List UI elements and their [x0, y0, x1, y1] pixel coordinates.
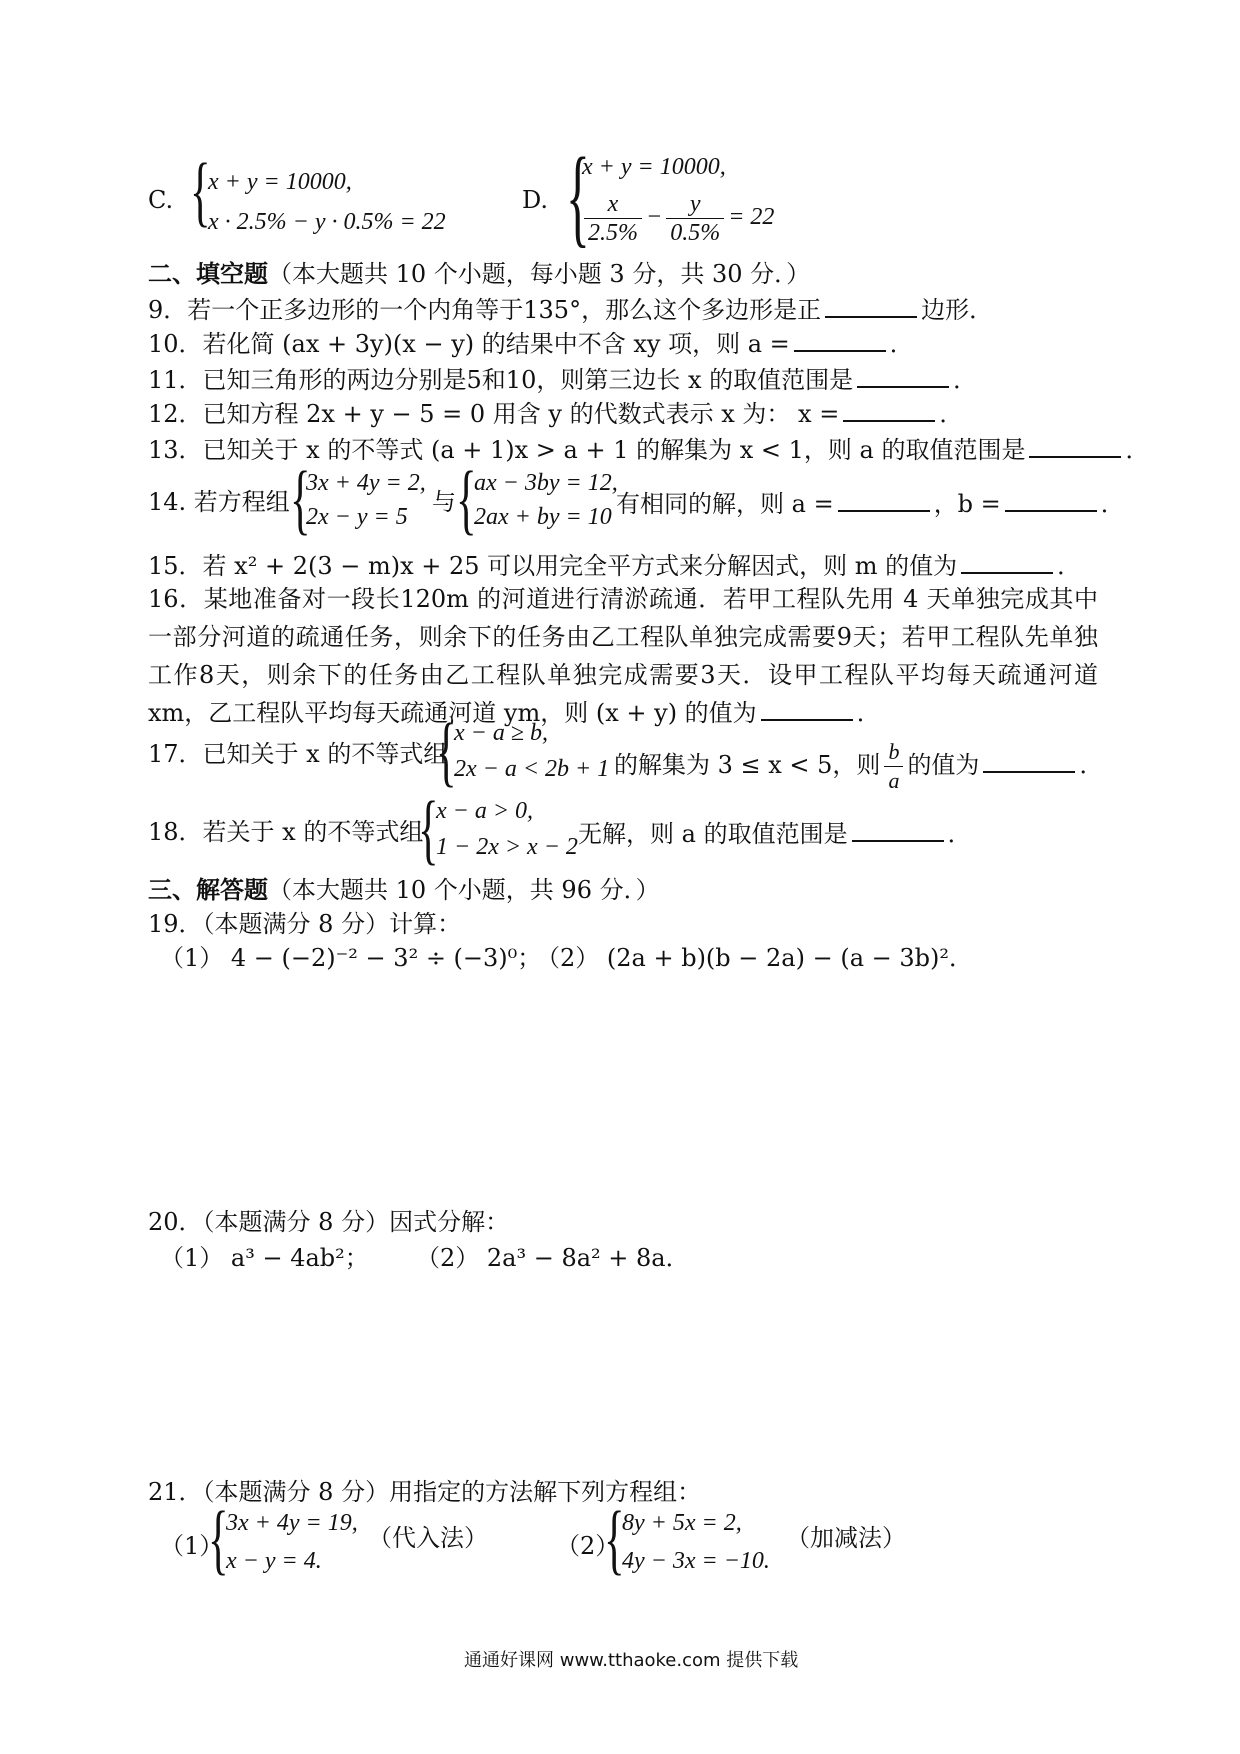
- q17-eq1: x − a ≥ b,: [454, 720, 549, 746]
- q14-sys2-eq2: 2ax + by = 10: [474, 504, 612, 530]
- option-c-eq2: x · 2.5% − y · 0.5% = 22: [208, 209, 446, 235]
- q17-fraction: $\frac{b}{a}$: [884, 738, 903, 795]
- question-20-part-1: （1） a³ − 4ab²；: [160, 1244, 369, 1272]
- question-20-part-2: （2） 2a³ − 8a² + 8a．: [416, 1244, 690, 1272]
- q17-brace: {: [436, 707, 457, 794]
- question-17-tail: 的解集为 3 ≤ x < 5，则 $\frac{b}{a}$ 的值为 ．: [614, 739, 1104, 793]
- q18-eq1: x − a > 0,: [436, 798, 534, 824]
- answer-blank-b[interactable]: [1005, 486, 1097, 512]
- question-20-head: 20．（本题满分 8 分）因式分解：: [148, 1208, 510, 1236]
- question-19-head: 19．（本题满分 8 分）计算：: [148, 910, 462, 938]
- question-19-part-1: （1） 4 − (−2)⁻² − 3² ÷ (−3)⁰；: [160, 944, 542, 972]
- answer-blank[interactable]: [983, 747, 1075, 773]
- q14-mid: 与: [432, 488, 456, 516]
- question-14-tail: 有相同的解，则 a = ，b = ．: [616, 486, 1125, 520]
- question-17-intro: 17．已知关于 x 的不等式组: [148, 740, 448, 768]
- q18-brace: {: [418, 785, 439, 872]
- option-d-eq1: x + y = 10000,: [582, 154, 726, 180]
- answer-blank[interactable]: [761, 695, 853, 721]
- q14-sys2-eq1: ax − 3by = 12,: [474, 470, 618, 496]
- q21-part-2-label: （2）: [556, 1532, 620, 1560]
- question-16: 16．某地准备对一段长120m 的河道进行清淤疏通．若甲工程队先用 4 天单独完成其中一部分河道的疏通任务，则余下的任务由乙工程队单独完成需要9天；若甲工程队先单独工作8天，则余下的任务由乙工程队单独完成需要3天．设甲工程队平均每天疏通河道 xm，乙工程队平均每天疏通河道 ym，则 (x + y) 的值为 ．: [148, 585, 1098, 727]
- answer-blank[interactable]: [843, 396, 935, 422]
- answer-blank[interactable]: [852, 816, 944, 842]
- answer-blank[interactable]: [1029, 432, 1121, 458]
- question-18-tail: 无解，则 a 的取值范围是 ．: [578, 816, 972, 850]
- question-18-intro: 18．若关于 x 的不等式组: [148, 818, 424, 846]
- q21-part-2-method: （加减法）: [786, 1524, 906, 1552]
- option-c-label: C.: [148, 186, 174, 214]
- option-c-eq1: x + y = 10000,: [208, 169, 352, 195]
- option-d-brace: {: [566, 135, 590, 257]
- option-c-brace: {: [190, 147, 211, 234]
- option-d-eq2: $\frac{x}{2.5\%}$ − $\frac{y}{0.5\%}$ = 22: [580, 190, 774, 247]
- q21-part-2-brace: {: [604, 1495, 625, 1582]
- option-d-frac2: $\frac{y}{0.5\%}$: [666, 190, 724, 247]
- q21-part-1-eq1: 3x + 4y = 19,: [226, 1510, 358, 1536]
- page-footer: 通通好课网 www.tthaoke.com 提供下载: [464, 1650, 799, 1671]
- section-3-heading: 三、解答题（本大题共 10 个小题，共 96 分．）: [148, 875, 660, 904]
- q21-part-1-eq2: x − y = 4.: [226, 1548, 322, 1574]
- section-2-heading: 二、填空题（本大题共 10 个小题，每小题 3 分，共 30 分．）: [148, 259, 811, 288]
- answer-blank[interactable]: [794, 326, 886, 352]
- q21-part-1-method: （代入法）: [368, 1524, 488, 1552]
- answer-blank[interactable]: [857, 362, 949, 388]
- question-19-part-2: （2） (2a + b)(b − 2a) − (a − 3b)²．: [536, 944, 973, 972]
- q14-brace-1: {: [290, 455, 311, 542]
- q18-eq2: 1 − 2x > x − 2: [436, 834, 578, 860]
- question-12: 12．已知方程 2x + y − 5 = 0 用含 y 的代数式表示 x 为： x = ．: [148, 396, 963, 430]
- question-13: 13．已知关于 x 的不等式 (a + 1)x > a + 1 的解集为 x < 1，则 a 的取值范围是 ．: [148, 432, 1149, 466]
- q21-part-1-label: （1）: [160, 1532, 224, 1560]
- q14-sys1-eq1: 3x + 4y = 2,: [306, 470, 426, 496]
- option-d-label: D.: [522, 186, 549, 214]
- q21-part-2-eq2: 4y − 3x = −10.: [622, 1548, 770, 1574]
- question-11: 11．已知三角形的两边分别是5和10，则第三边长 x 的取值范围是 ．: [148, 362, 977, 396]
- question-10: 10．若化简 (ax + 3y)(x − y) 的结果中不含 xy 项，则 a = ．: [148, 326, 914, 360]
- answer-blank[interactable]: [961, 548, 1053, 574]
- question-21-head: 21．（本题满分 8 分）用指定的方法解下列方程组：: [148, 1478, 702, 1506]
- question-15: 15．若 x² + 2(3 − m)x + 25 可以用完全平方式来分解因式，则 m 的值为 ．: [148, 548, 1081, 582]
- answer-blank[interactable]: [825, 292, 917, 318]
- option-d-frac1: $\frac{x}{2.5\%}$: [584, 190, 642, 247]
- q14-sys1-eq2: 2x − y = 5: [306, 504, 408, 530]
- q21-part-2-eq1: 8y + 5x = 2,: [622, 1510, 742, 1536]
- q14-brace-2: {: [456, 455, 477, 542]
- answer-blank-a[interactable]: [838, 486, 930, 512]
- question-9: 9．若一个正多边形的一个内角等于135°，那么这个多边形是正 边形．: [148, 292, 993, 326]
- question-14-intro: 14. 若方程组: [148, 488, 290, 516]
- q21-part-1-brace: {: [208, 1495, 229, 1582]
- q17-eq2: 2x − a < 2b + 1: [454, 756, 610, 782]
